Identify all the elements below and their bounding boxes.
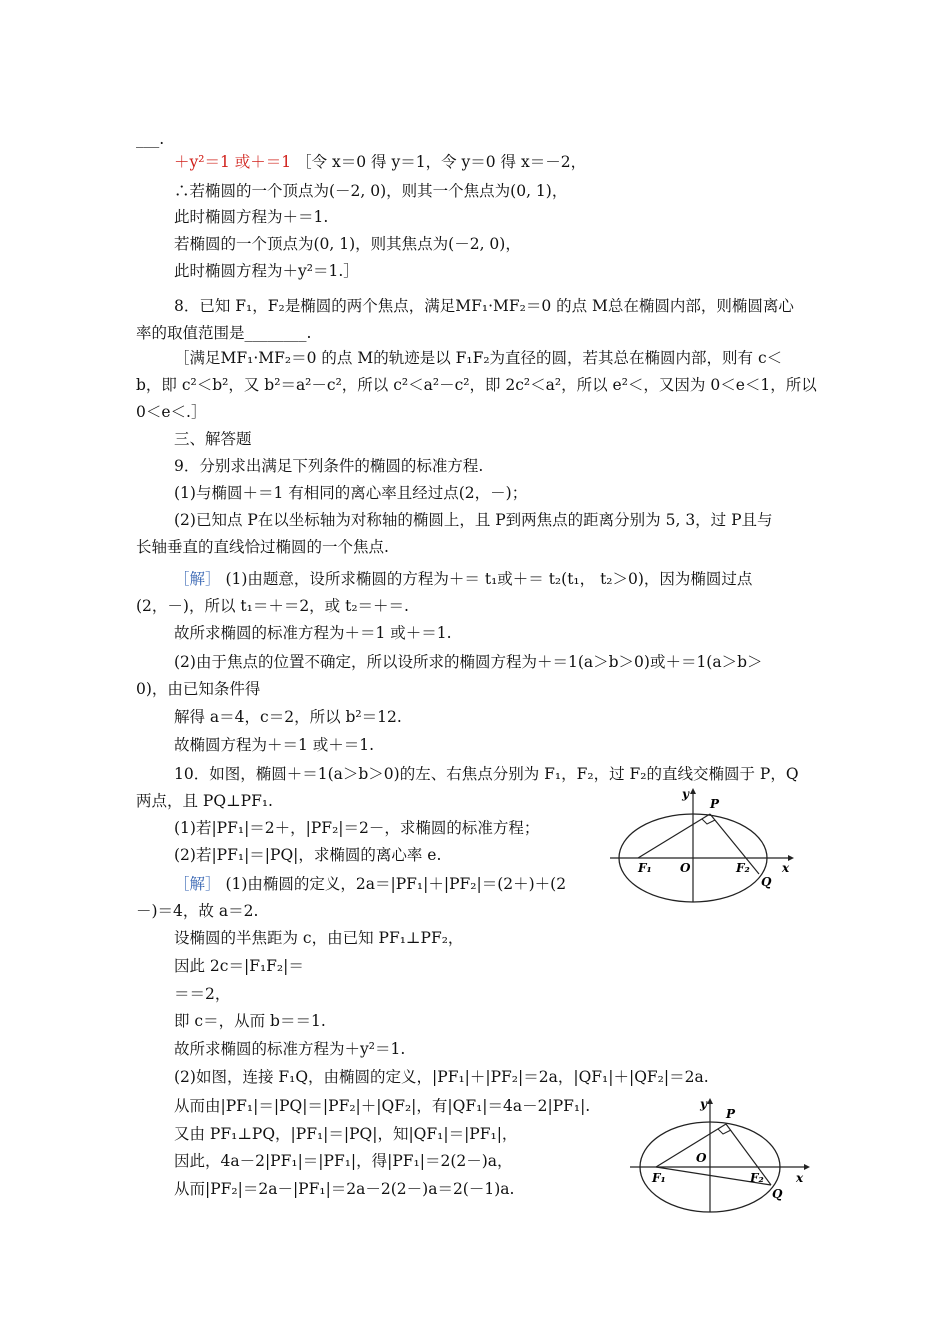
q9-solution-3: 故所求椭圆的标准方程为＋＝1 或＋＝1. xyxy=(174,624,452,642)
q10-solution-11: 因此，4a－2|PF₁|＝|PF₁|，得|PF₁|＝2(2－)a， xyxy=(174,1152,513,1170)
q10-solution-2: －)＝4，故 a＝2. xyxy=(136,902,259,920)
q10-solution-12: 从而|PF₂|＝2a－|PF₁|＝2a－2(2－)a＝2(－1)a. xyxy=(174,1180,515,1198)
q9-solution-1 xyxy=(174,568,752,590)
q10-solution-5: ＝＝2， xyxy=(174,985,231,1003)
q10-stem-2: 两点，且 PQ⊥PF₁. xyxy=(136,792,273,810)
q10-solution-1-text: (1)由椭圆的定义，2a＝|PF₁|＋|PF₂|＝(2＋)＋(2 xyxy=(225,875,567,893)
right-angle-mark xyxy=(702,819,715,824)
q10-part2: (2)若|PF₁|＝|PQ|，求椭圆的离心率 e. xyxy=(174,846,442,864)
q9-solution-5: 0)，由已知条件得 xyxy=(136,680,261,698)
label-f2: F₂ xyxy=(750,1171,764,1185)
q9-part2-2: 长轴垂直的直线恰过椭圆的一个焦点. xyxy=(136,538,389,556)
label-x: x xyxy=(782,861,790,875)
q9-part1: (1)与椭圆＋＝1 有相同的离心率且经过点(2，－)； xyxy=(174,484,528,502)
label-p: P xyxy=(726,1107,736,1121)
ellipse-figure-2 xyxy=(626,1096,826,1214)
q10-solution-3: 设椭圆的半焦距为 c，由已知 PF₁⊥PF₂， xyxy=(174,929,464,947)
y-axis-arrow xyxy=(690,788,696,794)
segment-pf1 xyxy=(638,814,710,858)
q8-stem-1: 8．已知 F₁，F₂是椭圆的两个焦点，满足MF₁·MF₂＝0 的点 M总在椭圆内部，则椭圆离心 xyxy=(174,297,794,315)
right-angle-mark xyxy=(718,1129,731,1134)
q8-solution-1: ［满足MF₁·MF₂＝0 的点 M的轨迹是以 F₁F₂为直径的圆，若其总在椭圆内部，则有 c＜ xyxy=(174,349,783,367)
q8-solution-3: 0＜e＜.］ xyxy=(136,403,207,421)
q9-stem: 9．分别求出满足下列条件的椭圆的标准方程. xyxy=(174,457,484,475)
q7-answer-line xyxy=(174,151,586,173)
label-f1: F₁ xyxy=(638,861,652,875)
section-heading: 三、解答题 xyxy=(174,430,252,448)
q9-solution-7: 故椭圆方程为＋＝1 或＋＝1. xyxy=(174,736,375,754)
q9-solution-2: (2，－)，所以 t₁＝＋＝2，或 t₂＝＋＝. xyxy=(136,597,409,615)
segment-pq xyxy=(710,814,759,874)
label-q: Q xyxy=(772,1187,783,1201)
jie-label-2: ［解］ xyxy=(174,875,221,893)
q10-solution-8: (2)如图，连接 F₁Q，由椭圆的定义，|PF₁|＋|PF₂|＝2a，|QF₁|＋|QF₂|＝2a. xyxy=(174,1068,709,1086)
q10-solution-1 xyxy=(174,873,566,895)
label-y: y xyxy=(682,787,689,801)
q9-part2-1: (2)已知点 P在以坐标轴为对称轴的椭圆上，且 P到两焦点的距离分别为 5, 3，过 P且与 xyxy=(174,511,773,529)
label-y: y xyxy=(700,1097,707,1111)
q7-solution-1: ［令 x＝0 得 y＝1，令 y＝0 得 x＝－2， xyxy=(296,153,587,171)
q9-solution-4: (2)由于焦点的位置不确定，所以设所求的椭圆方程为＋＝1(a＞b＞0)或＋＝1(a＞b＞ xyxy=(174,653,763,671)
label-f1: F₁ xyxy=(652,1171,666,1185)
q9-solution-6: 解得 a＝4，c＝2，所以 b²＝12. xyxy=(174,708,402,726)
q10-solution-6: 即 c＝，从而 b＝＝1. xyxy=(174,1012,326,1030)
y-axis-arrow xyxy=(707,1098,713,1104)
label-x: x xyxy=(796,1171,804,1185)
label-q: Q xyxy=(761,875,772,889)
q8-solution-2: b，即 c²＜b²，又 b²＝a²－c²，所以 c²＜a²－c²，即 2c²＜a²，所以 e²＜，又因为 0＜e＜1，所以 xyxy=(136,376,817,394)
jie-label: ［解］ xyxy=(174,570,221,588)
answer-red: ＋y²＝1 或＋＝1 xyxy=(174,153,292,171)
q7-solution-5: 此时椭圆方程为＋y²＝1.］ xyxy=(174,262,359,280)
ellipse-figure-1 xyxy=(606,786,806,904)
label-f2: F₂ xyxy=(736,861,750,875)
q10-part1: (1)若|PF₁|＝2＋，|PF₂|＝2－，求椭圆的标准方程； xyxy=(174,819,540,837)
q10-solution-10: 又由 PF₁⊥PQ，|PF₁|＝|PQ|，知|QF₁|＝|PF₁|， xyxy=(174,1125,518,1143)
segment-pq xyxy=(726,1124,771,1185)
label-p: P xyxy=(710,797,720,811)
q10-solution-7: 故所求椭圆的标准方程为＋y²＝1. xyxy=(174,1040,406,1058)
q10-solution-9: 从而由|PF₁|＝|PQ|＝|PF₂|＋|QF₂|，有|QF₁|＝4a－2|PF₁|. xyxy=(174,1097,591,1115)
label-o: O xyxy=(680,861,691,875)
q9-solution-1-text: (1)由题意，设所求椭圆的方程为＋＝ t₁或＋＝ t₂(t₁， t₂＞0)，因为椭圆过点 xyxy=(225,570,753,588)
q10-stem-1: 10．如图，椭圆＋＝1(a＞b＞0)的左、右焦点分别为 F₁，F₂，过 F₂的直线交椭圆于 P，Q xyxy=(174,765,799,783)
x-axis-arrow xyxy=(804,1164,810,1170)
q7-solution-2: ∴若椭圆的一个顶点为(－2, 0)，则其一个焦点为(0, 1)， xyxy=(174,182,568,200)
q10-solution-4: 因此 2c＝|F₁F₂|＝ xyxy=(174,957,304,975)
q7-solution-4: 若椭圆的一个顶点为(0, 1)，则其焦点为(－2, 0)， xyxy=(174,235,521,253)
label-o: O xyxy=(696,1151,707,1165)
answer-blank-tail: ___. xyxy=(136,130,165,148)
segment-pf1 xyxy=(656,1124,726,1167)
q8-stem-2: 率的取值范围是________. xyxy=(136,324,312,342)
q7-solution-3: 此时椭圆方程为＋＝1. xyxy=(174,208,329,226)
